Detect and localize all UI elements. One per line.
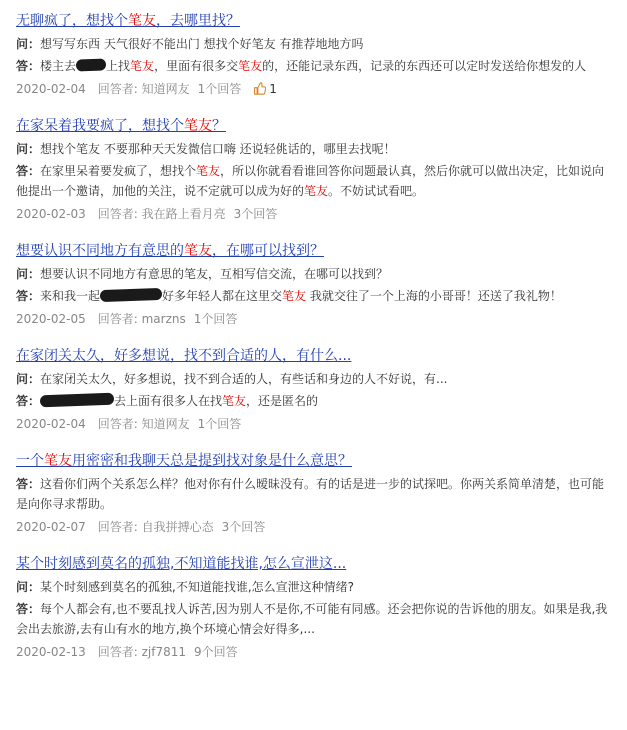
- keyword-highlight: 笔友: [222, 394, 247, 408]
- text-segment: ，还是匿名的: [246, 394, 319, 408]
- question-label: 问：: [16, 142, 41, 156]
- question-snippet: [16, 34, 611, 54]
- answer-snippet: [16, 391, 611, 411]
- text-segment: 楼主去: [40, 59, 77, 73]
- text-segment: 上找: [106, 59, 131, 73]
- answer-snippet: [16, 161, 611, 201]
- text-segment: 的，还能记录东西，记录的东西还可以定时发送给你想发的人: [262, 59, 587, 73]
- answer-label: 答：: [16, 164, 41, 178]
- result-date: 2020-02-04: [16, 82, 86, 96]
- result-item: [16, 10, 611, 98]
- text-segment: 想找个笔友 不要那种天天发微信口嗨 还说轻佻话的，哪里去找呢！: [40, 142, 396, 156]
- text-segment: 去上面有很多人在找: [114, 394, 223, 408]
- answer-label: 答：: [16, 394, 41, 408]
- answer-label: 答：: [16, 59, 41, 73]
- answer-count[interactable]: 1个回答: [197, 82, 242, 96]
- keyword-highlight: 笔友: [196, 164, 221, 178]
- text-segment: 在家闭关太久，好多想说，找不到合适的人，有些话和身边的人不好说，有...: [40, 372, 448, 386]
- result-date: 2020-02-07: [16, 520, 86, 534]
- answer-label: 答：: [16, 477, 41, 491]
- result-item: [16, 240, 611, 328]
- text-segment: 想要认识不同地方有意思的笔友，互相写信交流，在哪可以找到？: [40, 267, 389, 281]
- answer-count[interactable]: 1个回答: [197, 417, 242, 431]
- answer-count[interactable]: 1个回答: [193, 312, 238, 326]
- keyword-highlight: 笔友: [128, 13, 156, 29]
- text-segment: ，所以你就看看谁回答你问题最认真，然后你就可以做出决定，比如说向他提出一个邀请，加他的关注，说不定就可以成为好的: [16, 164, 605, 198]
- question-label: 问：: [16, 267, 41, 281]
- answer-snippet: [16, 599, 611, 639]
- question-snippet: [16, 264, 611, 284]
- result-date: 2020-02-05: [16, 312, 86, 326]
- question-label: 问：: [16, 372, 41, 386]
- text-segment: ，里面有很多交: [154, 59, 239, 73]
- answer-snippet: [16, 286, 611, 306]
- text-segment: 我就交往了一个上海的小哥哥！还送了我礼物！: [306, 289, 562, 303]
- answer-label: 答：: [16, 602, 41, 616]
- text-segment: 。不妨试试看吧。: [328, 184, 425, 198]
- answerer-link[interactable]: 回答者: 自我拼搏心态: [97, 520, 214, 534]
- answerer-link[interactable]: 回答者: 知道网友: [97, 417, 190, 431]
- keyword-highlight: 笔友: [184, 118, 212, 134]
- result-date: 2020-02-04: [16, 417, 86, 431]
- result-meta: [16, 205, 611, 223]
- text-segment: 每个人都会有,也不要乱找人诉苦,因为别人不是你,不可能有同感。还会把你说的告诉他的朋友。如果是我,我会出去旅游,去有山有水的地方,换个环境心情会好得多,...: [16, 602, 608, 636]
- keyword-highlight: 笔友: [184, 243, 212, 259]
- result-meta: [16, 643, 611, 661]
- result-meta: [16, 80, 611, 98]
- result-title-link[interactable]: [16, 450, 611, 472]
- result-title-link[interactable]: [16, 553, 611, 575]
- result-title-link[interactable]: [16, 10, 611, 32]
- answerer-link[interactable]: 回答者: 我在路上看月亮: [97, 207, 226, 221]
- text-segment: 在家里呆着要发疯了，想找个: [40, 164, 197, 178]
- result-item: [16, 115, 611, 223]
- result-meta: [16, 310, 611, 328]
- answer-count[interactable]: 3个回答: [221, 520, 266, 534]
- result-item: [16, 553, 611, 661]
- text-segment: 无聊疯了，想找个: [16, 13, 128, 29]
- answer-count[interactable]: 3个回答: [233, 207, 278, 221]
- redaction-mark: [100, 288, 162, 302]
- text-segment: 想写写东西 天气很好不能出门 想找个好笔友 有推荐地地方吗: [40, 37, 364, 51]
- question-snippet: [16, 369, 611, 389]
- result-date: 2020-02-13: [16, 645, 86, 659]
- answerer-link[interactable]: 回答者: 知道网友: [97, 82, 190, 96]
- answer-count[interactable]: 9个回答: [194, 645, 238, 659]
- answer-snippet: [16, 474, 611, 514]
- text-segment: 用密密和我聊天总是提到找对象是什么意思？: [72, 453, 352, 469]
- result-title-link[interactable]: [16, 240, 611, 262]
- result-item: [16, 450, 611, 536]
- redaction-mark: [76, 58, 106, 71]
- result-title-link[interactable]: [16, 115, 611, 137]
- keyword-highlight: 笔友: [44, 453, 72, 469]
- keyword-highlight: 笔友: [130, 59, 155, 73]
- question-snippet: [16, 577, 611, 597]
- text-segment: 某个时刻感到莫名的孤独,不知道能找谁,怎么宣泄这...: [16, 556, 347, 572]
- text-segment: ，去哪里找？: [156, 13, 240, 29]
- result-item: [16, 345, 611, 433]
- thumbs-up-icon[interactable]: [253, 82, 266, 96]
- text-segment: 一个: [16, 453, 44, 469]
- keyword-highlight: 笔友: [238, 59, 263, 73]
- result-date: 2020-02-03: [16, 207, 86, 221]
- result-meta: [16, 518, 611, 536]
- keyword-highlight: 笔友: [282, 289, 307, 303]
- text-segment: ，在哪可以找到？: [212, 243, 324, 259]
- answerer-link[interactable]: 回答者: zjf7811: [97, 645, 187, 659]
- text-segment: ？: [212, 118, 226, 134]
- text-segment: 想要认识不同地方有意思的: [16, 243, 184, 259]
- answer-label: 答：: [16, 289, 41, 303]
- text-segment: 好多年轻人都在这里交: [162, 289, 283, 303]
- like-count: 1: [269, 82, 277, 96]
- question-label: 问：: [16, 580, 41, 594]
- question-label: 问：: [16, 37, 41, 51]
- question-snippet: [16, 139, 611, 159]
- result-meta: [16, 415, 611, 433]
- redaction-mark: [40, 393, 114, 408]
- answer-snippet: [16, 56, 611, 76]
- text-segment: 在家呆着我要疯了，想找个: [16, 118, 184, 134]
- text-segment: 这看你们两个关系怎么样？他对你有什么暧昧没有。有的话是进一步的试探吧。你两关系简单清楚，也可能是向你寻求帮助。: [16, 477, 605, 511]
- keyword-highlight: 笔友: [304, 184, 329, 198]
- text-segment: 在家闭关太久，好多想说，找不到合适的人，有什么...: [16, 348, 352, 364]
- text-segment: 来和我一起: [40, 289, 101, 303]
- result-title-link[interactable]: [16, 345, 611, 367]
- answerer-link[interactable]: 回答者: marzns: [97, 312, 186, 326]
- text-segment: 某个时刻感到莫名的孤独,不知道能找谁,怎么宣泄这种情绪?: [40, 580, 355, 594]
